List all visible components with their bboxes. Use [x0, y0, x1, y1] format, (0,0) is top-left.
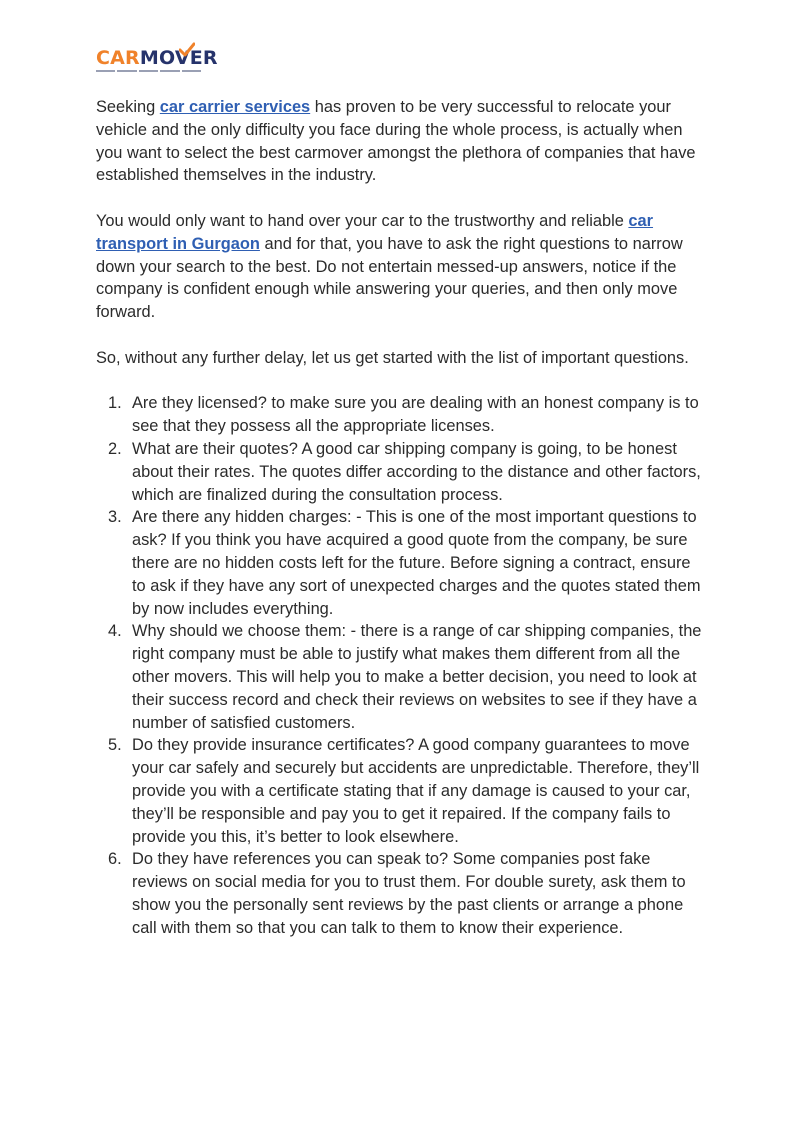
- logo-mover-text: MOVER: [139, 47, 218, 69]
- list-item-text: What are their quotes? A good car shipping company is going, to be honest about their rates. The quotes differ according to the distance and other factors, which are finalized during the consultation process.: [132, 439, 701, 504]
- car-transport-gurgaon-link[interactable]: car transport in Gurgaon: [96, 211, 654, 253]
- questions-list: [96, 392, 702, 939]
- car-carrier-services-link[interactable]: car carrier services: [159, 98, 311, 116]
- list-number: 5.: [108, 736, 122, 755]
- logo-car-text: CAR: [96, 47, 140, 69]
- list-number: 3.: [108, 508, 122, 527]
- list-item-text: Do they provide insurance certificates? A good company guarantees to move your car safely and securely but accidents are unpredictable. Therefore, they’ll provide you with a certificate stating that if any damage is caused to your car, they’ll be responsible and pay you to get it repaired. If the company fails to provide you this, it’s better to look elsewhere.: [132, 736, 700, 846]
- list-number: 4.: [108, 622, 122, 641]
- list-item: [96, 438, 702, 506]
- intro-paragraph-3: So, without any further delay, let us get started with the list of important questions.: [96, 348, 689, 367]
- intro-text: Seeking: [96, 98, 160, 116]
- list-item: [96, 506, 702, 620]
- intro-paragraph-1: [96, 96, 702, 187]
- intro-text: You would only want to hand over your car to the trustworthy and reliable: [96, 211, 629, 230]
- checkmark-icon: [179, 42, 195, 58]
- list-number: 1.: [108, 394, 122, 413]
- logo-tagline: [96, 70, 201, 73]
- intro-text: has proven to be very successful to relocate your vehicle and the only difficulty you face during the whole process, is actually when you want to select the best carmover amongst the plethora of companies that have established themselves in the industry.: [96, 98, 696, 185]
- list-item: [96, 734, 702, 848]
- list-item: [96, 392, 702, 438]
- list-item: [96, 620, 702, 734]
- intro-paragraph-2: [96, 210, 702, 324]
- list-number: 2.: [108, 439, 122, 458]
- list-item-text: Do they have references you can speak to? Some companies post fake reviews on social media for you to trust them. For double surety, ask them to show you the personally sent reviews by the past clients or arrange a phone call with them so that you can talk to them to know their experience.: [132, 850, 686, 937]
- list-item-text: Are they licensed? to make sure you are dealing with an honest company is to see that they possess all the appropriate licenses.: [132, 394, 699, 436]
- article-body: [96, 96, 702, 939]
- list-item-text: Why should we choose them: - there is a range of car shipping companies, the right company must be able to justify what makes them different from all the other movers. This will help you to make a better decision, you need to look at their success record and check their reviews on websites to see if they have a number of satisfied customers.: [132, 622, 702, 732]
- list-item-text: Are there any hidden charges: - This is one of the most important questions to ask? If you think you have acquired a good quote from the company, be sure there are no hidden costs left for the future. Before signing a contract, ensure to ask if they have any sort of unexpected charges and the quotes stated them by now includes everything.: [132, 508, 701, 618]
- carmover-logo: [96, 46, 218, 80]
- list-number: 6.: [108, 850, 122, 869]
- logo-wordmark: [96, 46, 218, 70]
- list-item: [96, 848, 702, 939]
- intro-text: and for that, you have to ask the right questions to narrow down your search to the best. Do not entertain messed-up answers, notice if the company is confident enough while answering your queries, and then only move forward.: [96, 234, 683, 322]
